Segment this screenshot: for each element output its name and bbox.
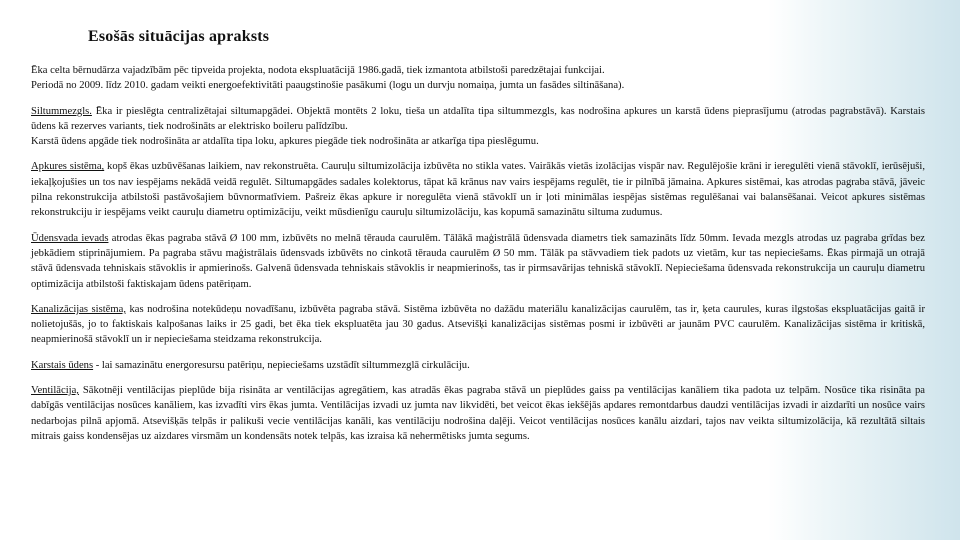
paragraph-heating-system [31, 159, 925, 220]
paragraph-heating-substation [31, 104, 925, 150]
paragraph-text: - lai samazinātu energoresursu patēriņu, nepieciešams uzstādīt siltummezglā cirkulāciju. [93, 359, 470, 371]
section-heading: Ventilācija, [31, 385, 79, 397]
section-heading: Ūdensvada ievads [31, 232, 109, 244]
section-heading: Karstais ūdens [31, 359, 94, 371]
paragraph-hot-water [31, 358, 925, 373]
section-heading: Apkures sistēma, [31, 161, 105, 173]
section-heading: Siltummezgls. [31, 105, 92, 117]
document-body [31, 63, 925, 454]
paragraph-text: kopš ēkas uzbūvēšanas laikiem, nav rekonstruēta. Cauruļu siltumizolācija izbūvēta no stikla vates. Vairākās vietās izolācijas vispār nav. Regulējošie krāni ir ieregulēti vienā stāvoklī, ierūsējuši, iekaļķojušies un tos nav iespējams nekādā veidā regulēt. Siltumapgādes sadales kolektorus, tāpat kā krānus nav vairs iespējams regulēt, tie ir pilnībā jāmaina. Apkures sistēmai, kas atrodas pagraba stāvā, jāveic pilna rekonstrukcija atbilstoši pastāvošajiem būvnormatīviem. Pašreiz ēkas apkure ir noregulēta vienā stāvoklī un ir ļoti minimālas iespējas sistēmas regulēšanai vai balansēšanai. Veicot apkures sistēmas rekonstrukciju ir iespējams veikt cauruļu diametru optimizāciju, veikt mūsdienīgu cauruļu siltumizolāciju, kas kopumā samazinātu siltuma zudumus. [31, 161, 926, 219]
paragraph-water-inlet [31, 231, 925, 292]
paragraph-sewerage [31, 302, 925, 348]
paragraph-text: Ēka ir pieslēgta centralizētajai siltumapgādei. Objektā montēts 2 loku, tieša un atdalīta tipa siltummezgls, kas nodrošina apkures un karstā ūdens pieprasījumu (atrodas pagrabstāvā). Karstais ūdens kā rezerves variants, tiek nodrošināts ar elektrisko boileru palīdzību. [31, 105, 925, 132]
paragraph-ventilation [31, 383, 925, 444]
page-title: Esošās situācijas apraksts [88, 28, 270, 45]
paragraph-line: Ēka celta bērnudārza vajadzībām pēc tipveida projekta, nodota ekspluatācijā 1986.gadā, tiek izmantota atbilstoši paredzētajai funkcijai. [31, 65, 605, 76]
paragraph-text: Karstā ūdens apgāde tiek nodrošināta ar atdalīta tipa loku, apkures piegāde tiek nodrošināta ar atkarīga tipa pieslēgumu. [31, 136, 539, 148]
paragraph-general [31, 63, 925, 94]
section-heading: Kanalizācijas sistēma, [31, 303, 126, 315]
paragraph-text: atrodas ēkas pagraba stāvā Ø 100 mm, izbūvēts no melnā tērauda caurulēm. Tālākā maģistrālā ūdensvada diametrs tiek samazināts līdz 50mm. Ievada mezgls atrodas uz pagraba grīdas bez jebkādiem stiprinājumiem. Pa pagraba stāvu maģistrālais ūdensvads izbūvēts no cinkotā tērauda caurulēm Ø 50 mm. Tālāk pa stāvvadiem tiek padots uz vietām, kur tas nepieciešams. Ēkas pirmajā un otrajā stāvā ūdensvada tehniskais stāvoklis ir apmierinošs. Galvenā ūdensvada tehniskais stāvoklis ir neapmierinošs, tas ir pirmsavārijas tehniskā stāvoklī. Nepieciešama ūdensvada rekonstrukcija un cauruļu diametru optimizācija atbilstoši faktiskajam ūdens patēriņam. [31, 232, 926, 290]
paragraph-line: Periodā no 2009. līdz 2010. gadam veikti energoefektivitāti paaugstinošie pasākumi (logu un durvju nomaiņa, jumta un fasādes siltināšana). [31, 80, 625, 92]
paragraph-text: Sākotnēji ventilācijas pieplūde bija risināta ar ventilācijas agregātiem, kas atradās ēkas pagraba stāvā un pieplūdes gaiss pa ventilācijas kanāliem tika padota uz telpām. Nosūce tika risināta pa dabīgās ventilācijas nosūces kanāliem, kas izvadīti virs ēkas jumta. Ventilācijas izvadi uz jumta nav likvidēti, bet veicot ēkas iekšējās apdares remontdarbus daudzi ventilācijas izvadi ir aizdarīti un nosūce vairs nedarbojas pilnā apjomā. Atsevišķās telpās ir palikuši vecie ventilācijas kanāli, kas ventilāciju nodrošina daļēji. Veicot ventilācijas nosūces kanālu aizdari, tajos nav veikta siltumizolācija, kā rezultātā siltais mitrais gaiss kondensējas uz aizdares virsmām un kondensāts notek telpās, kas izraisa kā nehermētisks jumta segums. [31, 385, 925, 442]
paragraph-text: kas nodrošina notekūdeņu novadīšanu, izbūvēta pagraba stāvā. Sistēma izbūvēta no dažādu materiālu kanalizācijas caurulēm, tas ir, ķeta caurules, kuras ilgstošas ekspluatācijas gaitā ir nolietojušās, jo to faktiskais kalpošanas laiks ir 25 gadi, bet ēka tiek ekspluatēta jau 30 gadus. Atsevišķi kanalizācijas sistēmas posmi ir izbūvēti ar jaunām PVC caurulēm. Kanalizācijas sistēma ir kritiskā, neapmierinošā stāvoklī un ir nepieciešama steidzama rekonstrukcija. [31, 303, 925, 346]
